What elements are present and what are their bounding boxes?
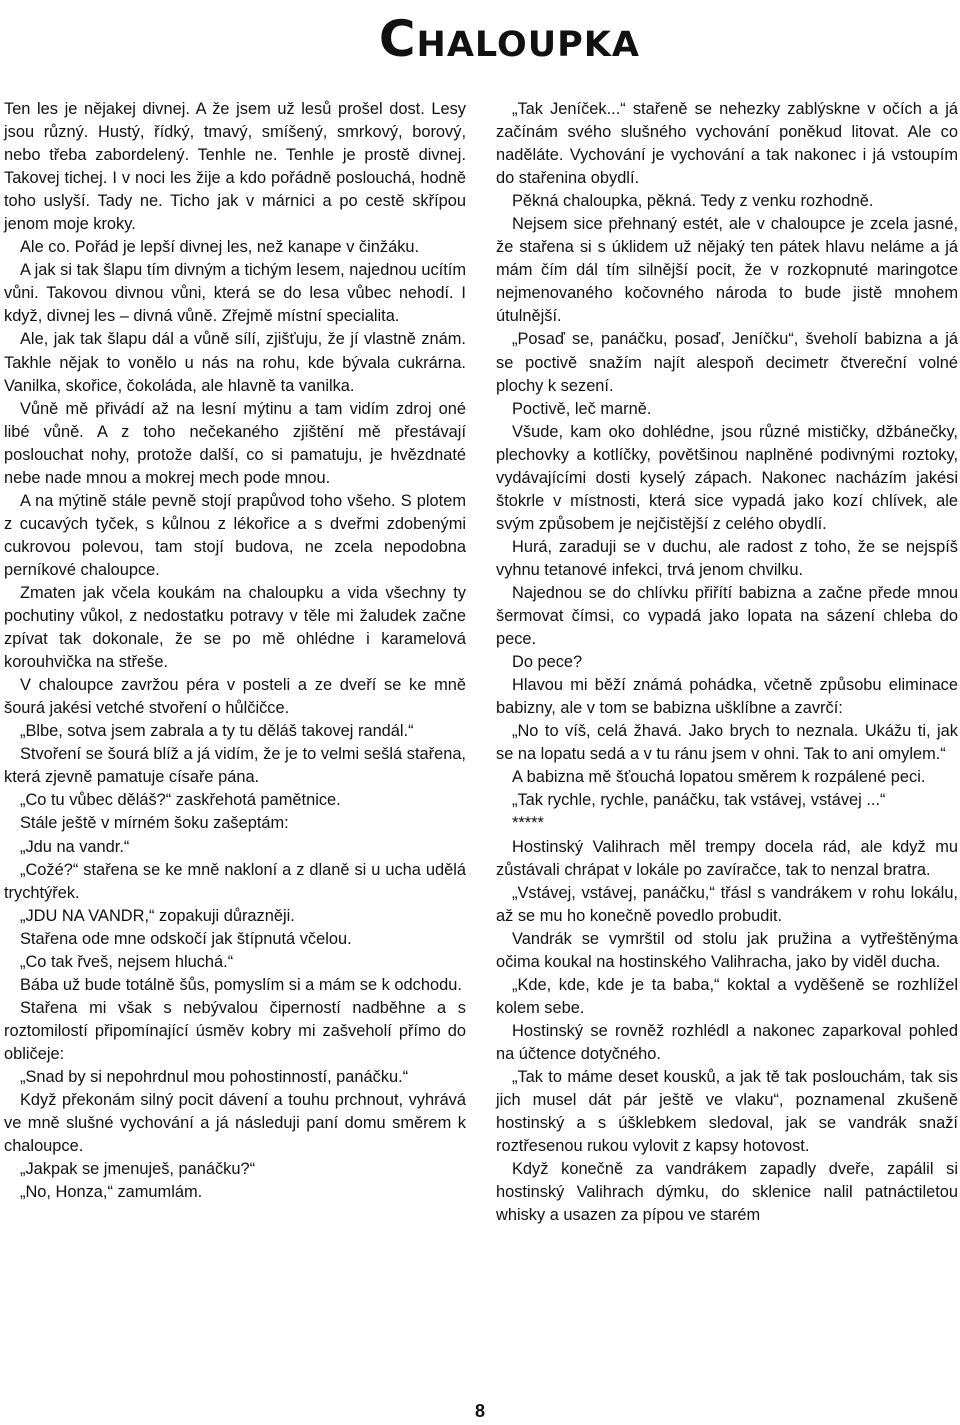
paragraph: Poctivě, leč marně. [512, 399, 652, 418]
paragraph: Stařena ode mne odskočí jak štípnutá včelou. [20, 929, 352, 948]
paragraph: A na mýtině stále pevně stojí prapůvod toho všeho. S plotem z cucavých tyček, s kůlnou z lékořice a s dveřmi zdobenými cukrovou polevou, tam stojí budova, ne zcela nepodobna perníkové chaloupce. [4, 491, 466, 579]
paragraph: Ale co. Pořád je lepší divnej les, než kanape v činžáku. [20, 238, 420, 257]
paragraph: „No, Honza,“ zamumlám. [20, 1183, 203, 1202]
paragraph: Když konečně za vandrákem zapadly dveře, zapálil si hostinský Valihrach dýmku, do sklenice nalil patnáctiletou whisky a usazen za pípou ve starém [496, 1160, 958, 1225]
paragraph: Pěkná chaloupka, pěkná. Tedy z venku rozhodně. [512, 192, 874, 211]
paragraph: Hostinský se rovněž rozhlédl a nakonec zaparkoval pohled na účtence dotyčného. [496, 1021, 958, 1063]
paragraph: Hlavou mi běží známá pohádka, včetně způsobu eliminace babizny, ale v tom se babizna ušklíbne a zavrčí: [496, 676, 958, 718]
paragraph: „Snad by si nepohrdnul mou pohostinností, panáčku.“ [20, 1067, 409, 1086]
left-text-column [4, 98, 466, 1204]
paragraph: Hurá, zaraduji se v duchu, ale radost z toho, že se nejspíš vyhnu tetanové infekci, trvá jenom chvilku. [496, 537, 958, 579]
paragraph: Zmaten jak včela koukám na chaloupku a vida všechny ty pochutiny vůkol, z nedostatku potravy v těle mi žaludek začne zpívat tak dokonale, že se po mě ohlédne i karamelová korouhvička na střeše. [4, 583, 466, 672]
paragraph: Vandrák se vymrštil od stolu jak pružina a vytřeštěnýma očima koukal na hostinského Valihracha, jako by viděl ducha. [496, 929, 958, 971]
paragraph: Bába už bude totálně šůs, pomyslím si a mám se k odchodu. [20, 975, 462, 994]
paragraph: Všude, kam oko dohlédne, jsou různé mističky, džbánečky, plechovky a kotlíčky, povětšinou naplněné podivnými roztoky, vydávajícími dosti kyselý zápach. Nakonec nacházím jakési štokrle v místnosti, která sice vypadá jako kozí chlívek, ale svým způsobem je nejčistější z celého obydlí. [496, 422, 958, 533]
right-text-column [496, 98, 958, 1227]
paragraph: Stvoření se šourá blíž a já vidím, že je to velmi sešlá stařena, která zjevně pamatuje císaře pána. [4, 745, 466, 787]
paragraph: Vůně mě přivádí až na lesní mýtinu a tam vidím zdroj oné libé vůně. A z toho nečekaného zjištění mě přestávají poslouchat nohy, protože další, co si pamatuju, je hvězdnaté nebe nade mnou a mokrej mech pode mnou. [4, 399, 466, 487]
paragraph: „Tak rychle, rychle, panáčku, tak vstávej, vstávej ...“ [512, 791, 886, 810]
paragraph: A jak si tak šlapu tím divným a tichým lesem, najednou ucítím vůni. Takovou divnou vůni, která se do lesa vůbec nehodí. I když, divnej les – divná vůně. Zřejmě místní specialita. [4, 261, 466, 326]
paragraph: „Blbe, sotva jsem zabrala a ty tu děláš takovej randál.“ [20, 722, 414, 741]
paragraph: Nejsem sice přehnaný estét, ale v chaloupce je zcela jasné, že stařena si s úklidem už nějaký ten pátek hlavu neláme a já mám čím dál tím silnější pocit, že v rozkopnuté maringotce nejmenovaného kočovného národa to bude jistě mnohem útulnější. [496, 215, 958, 326]
paragraph: Ten les je nějakej divnej. A že jsem už lesů prošel dost. Lesy jsou různý. Hustý, řídký, tmavý, smíšený, smrkový, borový, nebo třeba zabordelený. Tenhle ne. Tenhle je prostě divnej. Takovej tichej. I v noci les žije a kdo pořádně poslouchá, hodně toho uslyší. Tady ne. Ticho jak v márnici a po cestě skřípou jenom moje kroky. [4, 100, 466, 234]
page-number: 8 [474, 1401, 485, 1421]
paragraph: Najednou se do chlívku přiřítí babizna a začne přede mnou šermovat čímsi, co vypadá jako lopata na sázení chleba do pece. [496, 583, 958, 649]
paragraph: A babizna mě šťouchá lopatou směrem k rozpálené peci. [512, 768, 926, 787]
paragraph: „Jakpak se jmenuješ, panáčku?“ [20, 1160, 256, 1179]
paragraph: V chaloupce zavržou péra v posteli a ze dveří se ke mně šourá jakési vetché stvoření o hůlčičce. [4, 676, 466, 718]
paragraph: „Jdu na vandr.“ [20, 837, 130, 856]
paragraph: ***** [512, 814, 544, 833]
paragraph: Ale, jak tak šlapu dál a vůně sílí, zjišťuju, že jí vlastně znám. Takhle nějak to vonělo u nás na rohu, kde bývala cukrárna. Vanilka, skořice, čokoláda, ale hlavně ta vanilka. [4, 330, 466, 395]
paragraph: Stále ještě v mírném šoku zašeptám: [20, 814, 289, 833]
paragraph: „JDU NA VANDR,“ zopakuji důrazněji. [20, 906, 295, 925]
paragraph: „No to víš, celá žhavá. Jako brych to neznala. Ukážu ti, jak se na lopatu sedá a v tu ránu jsem v ohni. Tak to ani omylem.“ [496, 722, 958, 764]
paragraph: Když překonám silný pocit dávení a touhu prchnout, vyhrává ve mně slušné vychování a já následuji paní domu směrem k chaloupce. [4, 1091, 466, 1156]
paragraph: „Posaď se, panáčku, posaď, Jeníčku“, šveholí babizna a já se poctivě snažím najít alespoň decimetr čtvereční volné plochy k sezení. [496, 330, 958, 395]
paragraph: Hostinský Valihrach měl trempy docela rád, ale když mu zůstávali chrápat v lokále po zavíračce, tak to nenzal bratra. [496, 837, 958, 879]
paragraph: „Tak Jeníček...“ stařeně se nehezky zablýskne v očích a já začínám svého slušného vychování poněkud litovat. Ale co naděláte. Vychování je vychování a tak nakonec i já vstoupím do stařenina obydlí. [496, 100, 958, 188]
article-title: Chaloupka [378, 10, 640, 68]
paragraph: „Cožé?“ stařena se ke mně nakloní a z dlaně si u ucha udělá trychtýřek. [4, 860, 466, 902]
paragraph: „Kde, kde, kde je ta baba,“ koktal a vyděšeně se rozhlížel kolem sebe. [496, 975, 958, 1017]
paragraph: „Vstávej, vstávej, panáčku,“ třásl s vandrákem v rohu lokálu, až se mu ho konečně povedlo probudit. [496, 883, 958, 925]
paragraph: Do pece? [512, 653, 583, 672]
paragraph: „Tak to máme deset kousků, a jak tě tak poslouchám, tak sis jich musel dát pár ještě ve vlaku“, poznamenal zkušeně hostinský a s úšklebkem sledoval, jak se vandrák snaží roztřesenou rukou vylovit z kapsy hotovost. [496, 1067, 958, 1156]
paragraph: „Co tak řveš, nejsem hluchá.“ [20, 952, 234, 971]
paragraph: Stařena mi však s nebývalou čiperností nadběhne a s roztomilostí připomínající úsměv kobry mi zašveholí přímo do obličeje: [4, 998, 466, 1063]
paragraph: „Co tu vůbec děláš?“ zaskřehotá pamětnice. [20, 791, 341, 810]
